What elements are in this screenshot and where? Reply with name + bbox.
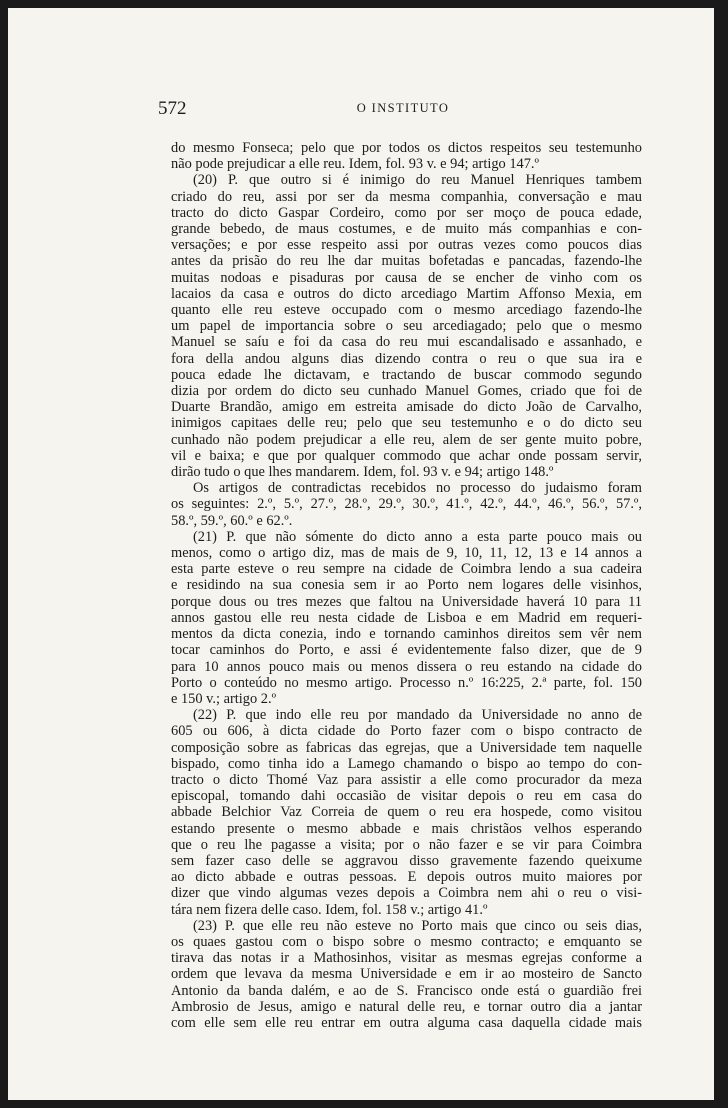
text-line: (21) P. que não sómente do dicto anno a esta parte pouco mais ou	[193, 528, 642, 545]
text-line: porque dous ou tres mezes que faltou na Universidade haverá 10 para 11	[171, 593, 642, 610]
text-line: annos gastou elle reu nesta cidade de Lisboa e em Madrid em requeri-	[171, 609, 642, 626]
text-line: tocar caminhos do Porto, e assi é evidentemente falso dizer, que de 9	[171, 642, 642, 659]
text-line: tracto o dicto Thomé Vaz para assistir a elle como procurador da meza	[171, 771, 642, 788]
text-line: abbade Belchior Vaz Correia de quem o reu era hospede, como visitou	[171, 804, 642, 821]
text-line: cunhado não podem prejudicar a elle reu, alem de ser gente muito pobre,	[171, 431, 642, 448]
running-title: O INSTITUTO	[356, 101, 450, 115]
text-line: muitas nodoas e pisaduras por causa de se encher de vinho com os	[171, 269, 642, 286]
text-line: e 150 v.; artigo 2.º	[171, 690, 277, 707]
text-line: um papel de importancia sobre o seu arcediagado; pelo que o mesmo	[171, 318, 642, 335]
text-line: tára nem fizera delle caso. Idem, fol. 158 v.; artigo 41.º	[171, 901, 488, 918]
text-line: esta parte esteve o reu sempre na cidade de Coimbra lendo a sua cadeira	[171, 561, 642, 578]
page-header	[158, 98, 648, 120]
text-line: estando presente o mesmo abbade e mais christãos velhos esperando	[171, 820, 642, 837]
text-line: (23) P. que elle reu não esteve no Porto mais que cinco ou seis dias,	[193, 917, 642, 934]
text-line: com elle sem elle reu entrar em outra alguma casa daquella cidade mais	[171, 1014, 642, 1031]
text-line: versações; e por esse respeito assi por outras vezes como poucos dias	[171, 237, 642, 254]
text-line: criado do reu, assi por ser da mesma companhia, conversação e mau	[171, 188, 642, 205]
text-line: Os artigos de contradictas recebidos no processo do judaismo foram	[193, 480, 642, 497]
text-line: bispado, como tinha ido a Lamego chamando o bispo ao tempo do con-	[171, 755, 642, 772]
text-line: Antonio da banda dalém, e ao de S. Francisco onde está o guardião frei	[171, 982, 642, 999]
text-line: fora della andou alguns dias dizendo contra o reu o que sua ira e	[171, 350, 642, 367]
text-line: e residindo na sua conesia sem ir ao Porto nem logares delle visinhos,	[171, 577, 642, 594]
text-line: ordem que levava da mesma Universidade e em ir ao mosteiro de Sancto	[171, 966, 642, 983]
text-line: sem fazer caso delle se aggravou disso gravemente fazendo queixume	[171, 852, 642, 869]
text-line: dizer que vindo algumas vezes depois a Coimbra nem ahi o reu o visi-	[171, 885, 642, 902]
text-line: episcopal, tomando dahi occasião de visitar depois o reu em casa do	[171, 788, 642, 805]
text-line: tracto do dicto Gaspar Cordeiro, como por ser moço de pouca edade,	[171, 204, 642, 221]
text-line: os quaes gastou com o bispo sobre o mesmo contracto; e emquanto se	[171, 933, 642, 950]
page-number: 572	[158, 98, 187, 119]
text-line: antes da prisão do reu lhe dar muitas bofetadas e pancadas, fazendo-lhe	[171, 253, 642, 270]
text-line: Manuel se saíu e foi da casa do reu mui escandalisado e assanhado, e	[171, 334, 642, 351]
text-line: os seguintes: 2.º, 5.º, 27.º, 28.º, 29.º, 30.º, 41.º, 42.º, 44.º, 46.º, 56.º, 57.º,	[171, 496, 642, 513]
text-line: Duarte Brandão, amigo em estreita amisade do dicto João de Carvalho,	[171, 399, 642, 416]
text-line: inimigos capitaes delle reu; pelo que seu testemunho e o do dicto seu	[171, 415, 642, 432]
text-line: dizia por ordem do dicto seu cunhado Manuel Gomes, criado que foi de	[171, 383, 642, 400]
text-line: lacaios da casa e outros do dicto arcediago Martim Affonso Mexia, em	[171, 285, 642, 302]
text-line: 605 ou 606, à dicta cidade do Porto fazer com o bispo contracto de	[171, 723, 642, 740]
text-line: que o reu lhe pagasse a visita; por o não fazer e se vir para Coimbra	[171, 836, 642, 853]
text-line: composição sobre as fabricas das egrejas, que a Universidade tem naquelle	[171, 739, 642, 756]
body-text	[171, 140, 642, 1031]
text-line: ao dicto abbade e outras pessoas. E depois outros muito maiores por	[171, 869, 642, 886]
text-line: Porto o conteúdo no mesmo artigo. Processo n.º 16:225, 2.ª parte, fol. 150	[171, 674, 642, 691]
book-page	[8, 8, 714, 1100]
text-line: do mesmo Fonseca; pelo que por todos os dictos respeitos seu testemunho	[171, 140, 642, 156]
text-line: dirão tudo o que lhes mandarem. Idem, fol. 93 v. e 94; artigo 148.º	[171, 464, 554, 481]
text-line: grande bebedo, de maus costumes, e de muito más companhias e con-	[171, 221, 642, 238]
text-line: para 10 annos pouco mais ou menos dissera o reu estando na cidade do	[171, 658, 642, 675]
text-line: menos, como o artigo diz, mas de mais de 9, 10, 11, 12, 13 e 14 annos a	[171, 545, 642, 562]
text-line: 58.º, 59.º, 60.º e 62.º.	[171, 512, 293, 529]
text-line: pouca edade lhe dictavam, e tractando de buscar commodo segundo	[171, 366, 642, 383]
text-line: Ambrosio de Jesus, amigo e natural delle reu, e tornar outro dia a jantar	[171, 998, 642, 1015]
text-line: (20) P. que outro si é inimigo do reu Manuel Henriques tambem	[193, 172, 642, 189]
text-line: (22) P. que indo elle reu por mandado da Universidade no anno de	[193, 707, 642, 724]
text-line: tirava das notas ir a Mathosinhos, visitar as mesmas egrejas conforme a	[171, 950, 642, 967]
text-line: vil e baixa; e que por qualquer commodo que achar onde possam servir,	[171, 447, 642, 464]
text-line: não pode prejudicar a elle reu. Idem, fol. 93 v. e 94; artigo 147.º	[171, 156, 539, 173]
text-line: mentos da dicta conezia, indo e tornando caminhos direitos sem vêr nem	[171, 626, 642, 643]
text-line: quanto elle reu esteve occupado com o mesmo arcediago fazendo-lhe	[171, 302, 642, 319]
